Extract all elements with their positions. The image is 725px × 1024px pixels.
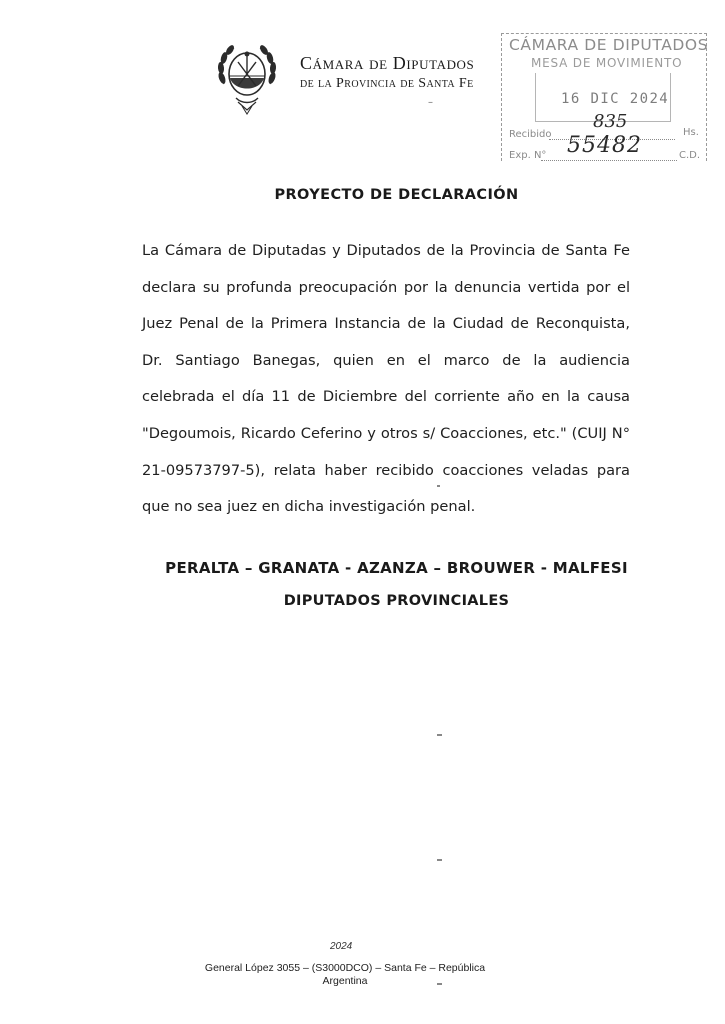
footer-year: 2024: [330, 941, 353, 952]
signers-role: DIPUTADOS PROVINCIALES: [283, 593, 510, 609]
scan-mark: [437, 734, 442, 736]
scan-mark: [437, 485, 440, 487]
stamp-date: 16 DIC 2024: [561, 91, 670, 107]
letterhead-subtitle: de la Provincia de Santa Fe: [300, 76, 474, 91]
letterhead-title: Cámara de Diputados: [300, 53, 475, 73]
stamp-border-left: [501, 33, 502, 161]
stamp-received-label: Recibido: [509, 129, 552, 140]
stamp-file-number: 55482: [567, 133, 642, 158]
stamp-received-number: 835: [593, 111, 628, 132]
stamp-office-name: MESA DE MOVIMIENTO: [531, 56, 683, 70]
stamp-hours-label: Hs.: [683, 127, 699, 138]
scan-mark: –: [428, 97, 433, 108]
document-title: PROYECTO DE DECLARACIÓN: [274, 187, 519, 203]
footer-address-line2: Argentina: [322, 975, 368, 987]
declaration-body: [142, 233, 630, 526]
scan-mark: [437, 859, 442, 861]
signers-line: PERALTA – GRANATA - AZANZA – BROUWER - MALFESI: [165, 559, 628, 577]
stamp-border-top: [501, 33, 707, 34]
reception-stamp: [501, 33, 707, 161]
declaration-paragraph: La Cámara de Diputadas y Diputados de la Provincia de Santa Fe declara su profunda preocupación por la denuncia vertida por el Juez Penal de la Primera Instancia de la Ciudad de Reconquista, Dr. Santiago Banegas, quien en el marco de la audiencia celebrada el día 11 de Diciembre del corriente año en la causa "Degoumois, Ricardo Ceferino y otros s/ Coacciones, etc." (CUIJ N° 21-09573797-5), relata haber recibido coacciones veladas para que no sea juez en dicha investigación penal.: [142, 242, 630, 516]
footer-address: [198, 962, 492, 988]
stamp-file-label: Exp. N°: [509, 150, 547, 161]
stamp-cd-label: C.D.: [679, 150, 701, 161]
stamp-dotted-line: [541, 160, 677, 161]
provincial-seal-emblem: [216, 40, 278, 116]
stamp-chamber-name: CÁMARA DE DIPUTADOS: [509, 36, 709, 54]
footer-address-line1: General López 3055 – (S3000DCO) – Santa Fe – República: [204, 962, 486, 974]
